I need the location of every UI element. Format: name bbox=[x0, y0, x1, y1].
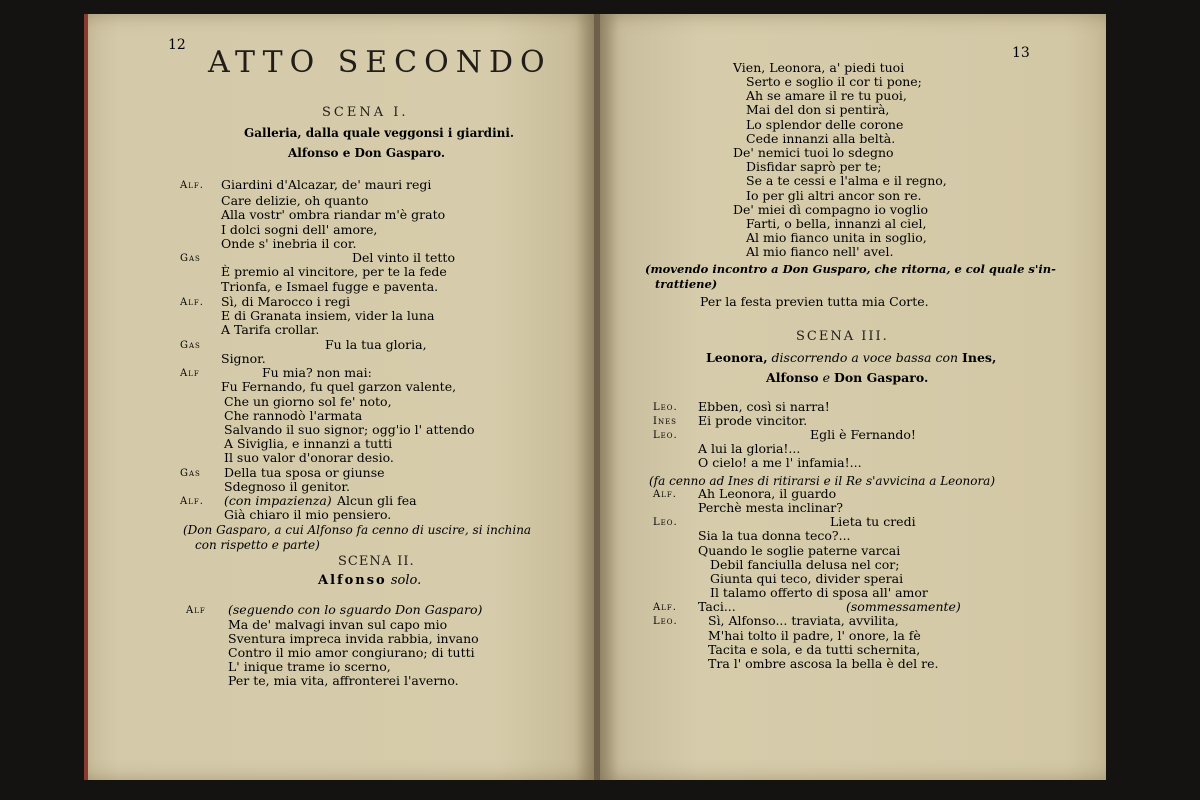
verse-line: I dolci sogni dell' amore, bbox=[221, 222, 378, 237]
speaker: Gas bbox=[180, 468, 201, 479]
page-number-left: 12 bbox=[168, 37, 186, 53]
speaker: Gas bbox=[180, 253, 201, 264]
stage-direction: con rispetto e parte) bbox=[195, 538, 320, 552]
verse-line: Per la festa previen tutta mia Corte. bbox=[700, 294, 929, 309]
verse-line: Giardini d'Alcazar, de' mauri regi bbox=[221, 177, 432, 192]
verse-line: Ah se amare il re tu puoi, bbox=[746, 88, 907, 103]
page-number-right: 13 bbox=[1012, 45, 1030, 61]
verse-line: Se a te cessi e l'alma e il regno, bbox=[746, 173, 947, 188]
verse-line: Che un giorno sol fe' noto, bbox=[224, 394, 392, 409]
verse-line: Vien, Leonora, a' piedi tuoi bbox=[733, 60, 905, 75]
scene-3-title: SCENA III. bbox=[796, 329, 889, 344]
speaker: Alf bbox=[186, 605, 206, 616]
scene-2-title: SCENA II. bbox=[338, 554, 415, 569]
verse-line: Sventura impreca invida rabbia, invano bbox=[228, 631, 479, 646]
verse-line: Al mio fianco unita in soglio, bbox=[746, 230, 927, 245]
speaker: Leo. bbox=[653, 517, 678, 528]
speaker: Ines bbox=[653, 416, 677, 427]
verse-line: De' miei dì compagno io voglio bbox=[733, 202, 929, 217]
scene-1-setting: Galleria, dalla quale veggonsi i giardini. bbox=[244, 126, 515, 140]
stage-direction: trattiene) bbox=[655, 277, 718, 291]
verse-line: Fu Fernando, fu quel garzon valente, bbox=[221, 379, 457, 394]
stage-direction: (movendo incontro a Don Gusparo, che ritorna, e col quale s'in- bbox=[645, 262, 1056, 276]
verse-line: Disfidar saprò per te; bbox=[746, 159, 882, 174]
verse-line: Signor. bbox=[221, 351, 266, 366]
verse-line: De' nemici tuoi lo sdegno bbox=[733, 145, 894, 160]
verse-line: Sì, Alfonso... traviata, avvilita, bbox=[708, 613, 899, 628]
stage-direction-inline: (seguendo con lo sguardo Don Gasparo) bbox=[228, 602, 483, 617]
verse-line: Quando le soglie paterne varcai bbox=[698, 543, 901, 558]
verse-line: M'hai tolto il padre, l' onore, la fè bbox=[708, 628, 921, 643]
verse-line: Alla vostr' ombra riandar m'è grato bbox=[221, 207, 446, 222]
speaker: Leo. bbox=[653, 430, 678, 441]
verse-line: Serto e soglio il cor ti pone; bbox=[746, 74, 922, 89]
verse-line: Care delizie, oh quanto bbox=[221, 193, 369, 208]
verse-line: Del vinto il tetto bbox=[352, 250, 455, 265]
stage-direction-inline: (con impazienza) bbox=[224, 493, 332, 508]
character-name: Alfonso bbox=[766, 370, 819, 385]
verse-line: Farti, o bella, innanzi al ciel, bbox=[746, 216, 927, 231]
verse-line: Cede innanzi alla beltà. bbox=[746, 131, 896, 146]
speaker: Alf. bbox=[653, 602, 677, 613]
verse-line: Sdegnoso il genitor. bbox=[224, 479, 350, 494]
verse-line: A Siviglia, e innanzi a tutti bbox=[224, 436, 393, 451]
verse-line: A lui la gloria!... bbox=[698, 441, 801, 456]
speaker: Alf. bbox=[180, 496, 204, 507]
verse-line: A Tarifa crollar. bbox=[221, 322, 320, 337]
verse-line: O cielo! a me l' infamia!... bbox=[698, 455, 862, 470]
character-name: Don Gasparo. bbox=[834, 370, 929, 385]
scene-1-characters: Alfonso e Don Gasparo. bbox=[288, 146, 446, 160]
scene-3-direction: discorrendo a voce bassa con bbox=[771, 350, 959, 365]
book-gutter bbox=[594, 14, 600, 780]
verse-line: Della tua sposa or giunse bbox=[224, 465, 385, 480]
verse-line: Sì, di Marocco i regi bbox=[221, 294, 351, 309]
verse-line: Egli è Fernando! bbox=[810, 427, 916, 442]
verse-line: Giunta qui teco, divider sperai bbox=[710, 571, 904, 586]
scene-2-characters bbox=[318, 574, 421, 587]
scene-3-characters-line-1 bbox=[706, 352, 996, 365]
conjunction: e bbox=[822, 370, 831, 385]
verse-line: Trionfa, e Ismael fugge e paventa. bbox=[221, 279, 439, 294]
character-name: Leonora, bbox=[706, 350, 768, 365]
speaker: Leo. bbox=[653, 616, 678, 627]
speaker: Alf bbox=[180, 368, 200, 379]
verse-line: Tacita e sola, e da tutti schernita, bbox=[708, 642, 921, 657]
stage-direction-inline: (sommessamente) bbox=[846, 599, 961, 614]
verse-line: Io per gli altri ancor son re. bbox=[746, 188, 922, 203]
scene-3-characters-line-2 bbox=[766, 372, 928, 385]
verse-line: Fu la tua gloria, bbox=[325, 337, 427, 352]
verse-line: Già chiaro il mio pensiero. bbox=[224, 507, 392, 522]
solo-label: solo. bbox=[390, 573, 422, 588]
verse-line: Salvando il suo signor; ogg'io l' attendo bbox=[224, 422, 475, 437]
speaker: Leo. bbox=[653, 402, 678, 413]
verse-line: Lo splendor delle corone bbox=[746, 117, 904, 132]
verse-line: Sia la tua donna teco?... bbox=[698, 528, 851, 543]
speaker: Alf. bbox=[180, 180, 204, 191]
verse-line: Il suo valor d'onorar desio. bbox=[224, 450, 394, 465]
verse-line: Perchè mesta inclinar? bbox=[698, 500, 843, 515]
verse-line: Alcun gli fea bbox=[337, 493, 417, 508]
verse-line: Mai del don si pentirà, bbox=[746, 102, 890, 117]
verse-line: Ei prode vincitor. bbox=[698, 413, 808, 428]
verse-line: Al mio fianco nell' avel. bbox=[746, 244, 894, 259]
verse-line: E di Granata insiem, vider la luna bbox=[221, 308, 435, 323]
verse-line: Tra l' ombre ascosa la bella è del re. bbox=[708, 656, 939, 671]
speaker: Alf. bbox=[180, 297, 204, 308]
verse-line: Ma de' malvagi invan sul capo mio bbox=[228, 617, 448, 632]
verse-line: È premio al vincitore, per te la fede bbox=[221, 264, 447, 279]
act-title: ATTO SECONDO bbox=[208, 45, 552, 80]
verse-line: Contro il mio amor congiurano; di tutti bbox=[228, 645, 475, 660]
stage-direction: (Don Gasparo, a cui Alfonso fa cenno di uscire, si inchina bbox=[183, 523, 532, 537]
stage-direction: (fa cenno ad Ines di ritirarsi e il Re s'avvicina a Leonora) bbox=[649, 474, 996, 488]
scene-1-title: SCENA I. bbox=[322, 105, 409, 120]
verse-line: Il talamo offerto di sposa all' amor bbox=[710, 585, 928, 600]
character-name: Alfonso bbox=[318, 573, 387, 588]
verse-line: Fu mia? non mai: bbox=[262, 365, 372, 380]
verse-line: Per te, mia vita, affronterei l'averno. bbox=[228, 673, 459, 688]
verse-line: Ah Leonora, il guardo bbox=[698, 486, 837, 501]
character-name: Ines, bbox=[962, 350, 997, 365]
verse-line: L' inique trame io scerno, bbox=[228, 659, 391, 674]
verse-line: Ebben, così si narra! bbox=[698, 399, 830, 414]
verse-line: Che rannodò l'armata bbox=[224, 408, 363, 423]
verse-line: Taci... bbox=[698, 599, 736, 614]
verse-line: Onde s' inebria il cor. bbox=[221, 236, 357, 251]
speaker: Alf. bbox=[653, 489, 677, 500]
verse-line: Debil fanciulla delusa nel cor; bbox=[710, 557, 900, 572]
verse-line: Lieta tu credi bbox=[830, 514, 916, 529]
speaker: Gas bbox=[180, 340, 201, 351]
